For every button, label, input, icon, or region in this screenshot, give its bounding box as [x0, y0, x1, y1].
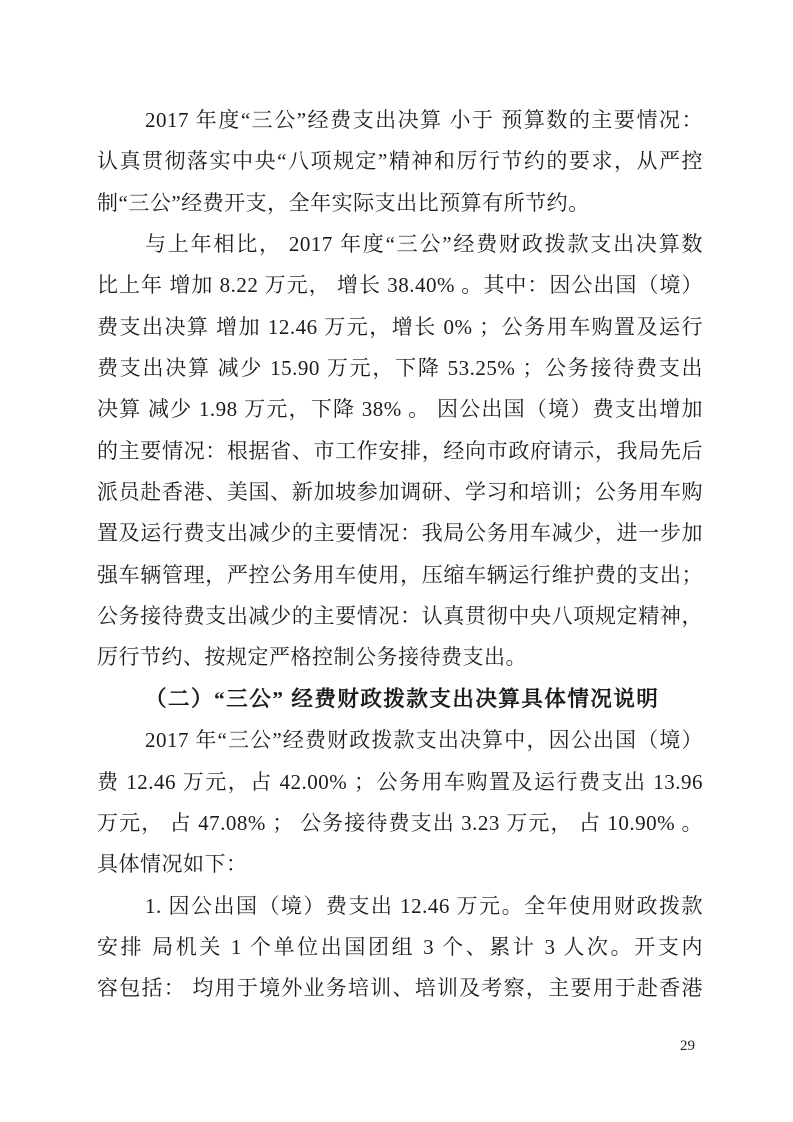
text-line: 费支出决算 减少 15.90 万元，下降 53.25% ；公务接待费支出	[97, 356, 703, 381]
heading-section-2	[97, 679, 703, 720]
text-line: 强车辆管理，严控公务用车使用，压缩车辆运行维护费的支出；	[97, 562, 703, 587]
paragraph-year-on-year-comparison	[97, 224, 703, 679]
text-line: 公务接待费支出减少的主要情况：认真贯彻中央八项规定精神，	[97, 604, 703, 629]
text-body	[97, 100, 703, 1010]
text-line: 2017 年度“三公”经费支出决算 小于 预算数的主要情况：	[145, 108, 703, 132]
text-line: 万元， 占 47.08% ； 公务接待费支出 3.23 万元， 占 10.90% 。	[97, 810, 703, 835]
text-line: 认真贯彻落实中央“八项规定”精神和厉行节约的要求，从严控	[97, 149, 703, 174]
text-line: （二）“三公” 经费财政拨款支出决算具体情况说明	[145, 686, 660, 711]
text-line: 的主要情况：根据省、市工作安排，经向市政府请示，我局先后	[97, 438, 703, 463]
paragraph-budget-savings	[97, 100, 703, 224]
text-line: 比上年 增加 8.22 万元， 增长 38.40% 。其中：因公出国（境）	[97, 273, 703, 298]
text-line: 安排 局机关 1 个单位出国团组 3 个、累计 3 人次。开支内	[97, 934, 703, 959]
paragraph-expense-breakdown	[97, 720, 703, 885]
text-line: 具体情况如下：	[97, 852, 248, 877]
text-line: 与上年相比， 2017 年度“三公”经费财政拨款支出决算数	[145, 232, 703, 257]
text-line: 派员赴香港、美国、新加坡参加调研、学习和培训；公务用车购	[97, 480, 703, 505]
text-line: 置及运行费支出减少的主要情况：我局公务用车减少，进一步加	[97, 521, 703, 546]
page-number: 29	[680, 1038, 695, 1054]
text-line: 2017 年“三公”经费财政拨款支出决算中，因公出国（境）	[145, 728, 703, 753]
text-line: 厉行节约、按规定严格控制公务接待费支出。	[97, 645, 527, 670]
text-line: 容包括： 均用于境外业务培训、培训及考察，主要用于赴香港	[97, 976, 703, 1001]
text-line: 费 12.46 万元，占 42.00% ；公务用车购置及运行费支出 13.96	[97, 769, 703, 794]
text-line: 1. 因公出国（境）费支出 12.46 万元。全年使用财政拨款	[145, 893, 703, 918]
text-line: 费支出决算 增加 12.46 万元，增长 0% ；公务用车购置及运行	[97, 314, 703, 339]
text-line: 制“三公”经费开支，全年实际支出比预算有所节约。	[97, 190, 590, 215]
paragraph-item-1-overseas-travel	[97, 886, 703, 1010]
text-line: 决算 减少 1.98 万元，下降 38% 。 因公出国（境）费支出增加	[97, 397, 703, 422]
